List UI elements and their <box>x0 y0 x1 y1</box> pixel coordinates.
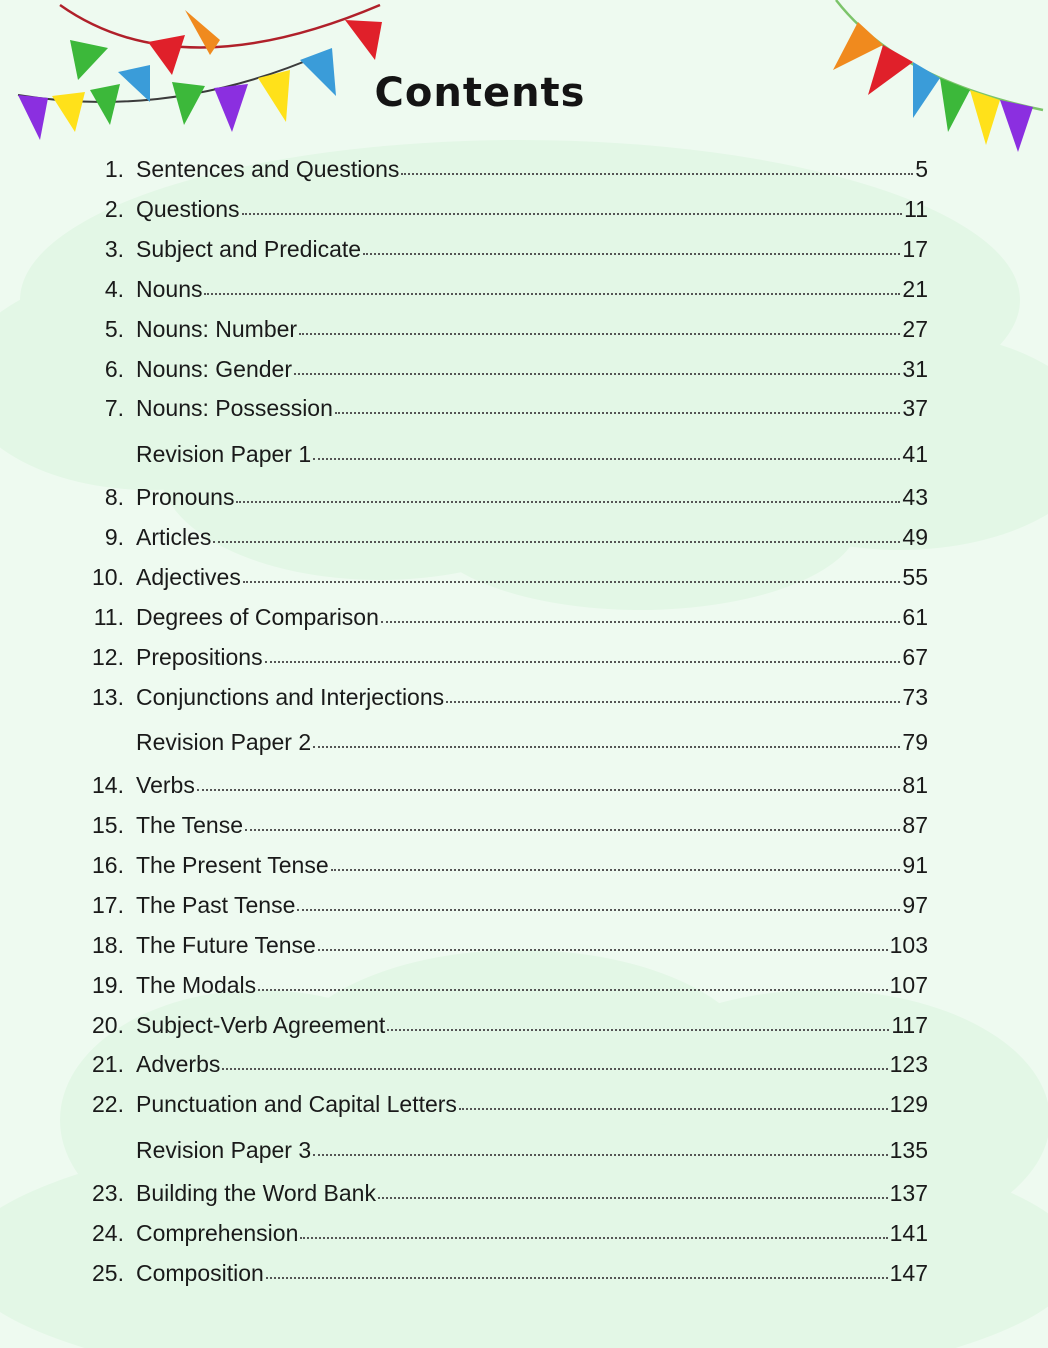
toc-entry-title: Nouns <box>136 275 203 302</box>
bunting-string-back <box>60 5 380 48</box>
toc-entry-page: 81 <box>902 772 928 799</box>
toc-entry-number: 9. <box>104 523 124 550</box>
toc-revision-entry[interactable] <box>80 726 928 758</box>
dot-leader <box>313 741 900 748</box>
toc-entry-title: The Present Tense <box>136 851 329 878</box>
toc-entry-title: Revision Paper 1 <box>136 440 312 467</box>
toc-entry-page: 21 <box>902 275 928 302</box>
toc-entry[interactable] <box>80 1217 928 1249</box>
toc-entry-page: 31 <box>902 355 928 382</box>
toc-entry-title: The Past Tense <box>136 891 296 918</box>
toc-entry-number: 16. <box>92 851 124 878</box>
toc-entry[interactable] <box>80 273 928 305</box>
dot-leader <box>297 904 900 911</box>
dot-leader <box>401 168 913 175</box>
toc-entry-page: 55 <box>902 563 928 590</box>
toc-entry-number: 24. <box>92 1219 124 1246</box>
toc-entry-page: 43 <box>902 484 928 510</box>
toc-entry-page: 91 <box>902 851 928 878</box>
dot-leader <box>213 536 900 543</box>
dot-leader <box>331 864 901 871</box>
dot-leader <box>381 616 901 623</box>
toc-entry-page: 123 <box>889 1051 928 1078</box>
toc-entry[interactable] <box>80 889 928 921</box>
toc-entry[interactable] <box>80 681 928 713</box>
toc-entry-page: 97 <box>902 891 928 918</box>
toc-entry[interactable] <box>80 153 928 185</box>
dot-leader <box>335 407 901 414</box>
toc-entry-number: 3. <box>104 235 124 262</box>
toc-entry[interactable] <box>80 849 928 881</box>
toc-entry[interactable] <box>80 1048 928 1080</box>
toc-entry[interactable] <box>80 929 928 961</box>
toc-entry-page: 27 <box>902 315 928 342</box>
toc-entry-number: 21. <box>92 1051 124 1078</box>
toc-entry-number: 25. <box>92 1259 124 1286</box>
dot-leader <box>245 824 900 831</box>
dot-leader <box>313 453 900 460</box>
toc-entry-number: 5. <box>104 315 124 342</box>
toc-entry[interactable] <box>80 601 928 633</box>
toc-entry-title: Questions <box>136 195 240 222</box>
toc-entry[interactable] <box>80 1088 928 1120</box>
toc-entry-title: Subject and Predicate <box>136 235 362 262</box>
toc-entry-page: 49 <box>902 523 928 550</box>
toc-entry-page: 37 <box>902 395 928 422</box>
toc-entry-page: 135 <box>889 1136 928 1163</box>
toc-entry-title: Nouns: Gender <box>136 355 292 382</box>
toc-entry-page: 103 <box>889 931 928 958</box>
toc-entry-page: 67 <box>902 643 928 670</box>
toc-entry-title: Composition <box>136 1259 264 1286</box>
toc-entry-page: 141 <box>889 1219 928 1246</box>
toc-entry-title: Revision Paper 2 <box>136 728 312 755</box>
dot-leader <box>378 1192 888 1199</box>
toc-entry-number: 12. <box>92 643 124 670</box>
toc-revision-entry[interactable] <box>80 438 928 470</box>
toc-entry-page: 107 <box>889 971 928 998</box>
toc-entry-number: 23. <box>92 1179 124 1206</box>
dot-leader <box>318 944 888 951</box>
toc-entry-title: The Modals <box>136 971 257 998</box>
toc-entry-title: Punctuation and Capital Letters <box>136 1091 457 1118</box>
flag-purple-r <box>1000 100 1033 152</box>
dot-leader <box>243 576 901 583</box>
toc-entry-title: The Future Tense <box>136 931 316 958</box>
toc-entry-title: Conjunctions and Interjections <box>136 683 445 710</box>
toc-entry-page: 73 <box>902 683 928 710</box>
toc-entry-title: Adjectives <box>136 563 241 590</box>
dot-leader <box>204 288 900 295</box>
toc-entry-title: Verbs <box>136 772 195 799</box>
toc-entry[interactable] <box>80 233 928 265</box>
toc-entry-number: 6. <box>104 355 124 382</box>
toc-entry-title: Articles <box>136 523 212 550</box>
toc-entry-number: 11. <box>93 603 124 630</box>
toc-entry-page: 11 <box>904 195 928 222</box>
toc-entry-page: 79 <box>902 728 928 755</box>
toc-entry-title: Prepositions <box>136 643 263 670</box>
toc-revision-entry[interactable] <box>80 1134 928 1166</box>
dot-leader <box>242 208 903 215</box>
toc-entry-title: Nouns: Possession <box>136 395 333 422</box>
toc-entry-title: Degrees of Comparison <box>136 603 379 630</box>
toc-entry-number: 18. <box>92 931 124 958</box>
toc-entry-title: Revision Paper 3 <box>136 1136 312 1163</box>
flag-orange-r <box>833 22 883 70</box>
dot-leader <box>299 328 900 335</box>
toc-entry-title: Nouns: Number <box>136 315 298 342</box>
toc-entry[interactable] <box>80 769 928 801</box>
toc-entry-number: 8. <box>104 484 124 510</box>
toc-entry-number: 22. <box>92 1091 124 1118</box>
dot-leader <box>300 1232 887 1239</box>
toc-entry[interactable] <box>80 809 928 841</box>
dot-leader <box>363 248 900 255</box>
toc-entry-number: 1. <box>104 156 124 182</box>
toc-entry-number: 19. <box>92 971 124 998</box>
flag-red-2 <box>345 20 382 60</box>
toc-entry-page: 17 <box>902 235 928 262</box>
dot-leader <box>197 784 901 791</box>
toc-entry[interactable] <box>80 392 928 424</box>
toc-entry-number: 10. <box>92 563 124 590</box>
dot-leader <box>222 1063 887 1070</box>
dot-leader <box>387 1024 889 1031</box>
toc-entry-number: 2. <box>104 195 124 222</box>
dot-leader <box>236 496 900 503</box>
toc-entry-title: Subject-Verb Agreement <box>136 1011 386 1038</box>
toc-entry-page: 117 <box>891 1011 928 1038</box>
dot-leader <box>265 656 901 663</box>
toc-entry-page: 61 <box>902 603 928 630</box>
toc-entry[interactable] <box>80 481 928 513</box>
toc-entry-title: Building the Word Bank <box>136 1179 376 1206</box>
toc-entry-title: Comprehension <box>136 1219 299 1246</box>
flag-red <box>148 35 185 75</box>
toc-entry[interactable] <box>80 641 928 673</box>
toc-entry-page: 147 <box>889 1259 928 1286</box>
toc-entry-number: 4. <box>104 275 124 302</box>
toc-entry-page: 87 <box>902 812 928 838</box>
toc-entry-title: Sentences and Questions <box>136 156 400 182</box>
toc-entry-title: Pronouns <box>136 484 235 510</box>
toc-entry-page: 137 <box>889 1179 928 1206</box>
toc-entry-number: 13. <box>92 683 124 710</box>
toc-entry[interactable] <box>80 561 928 593</box>
toc-entry[interactable] <box>80 353 928 385</box>
dot-leader <box>266 1272 888 1279</box>
page-title: Contents <box>374 70 586 116</box>
toc-entry-title: The Tense <box>136 812 243 838</box>
toc-entry[interactable] <box>80 313 928 345</box>
toc-entry[interactable] <box>80 1257 928 1289</box>
toc-entry-title: Adverbs <box>136 1051 221 1078</box>
toc-entry-page: 5 <box>915 156 928 182</box>
toc-entry-number: 15. <box>92 812 124 838</box>
dot-leader <box>446 696 900 703</box>
toc-entry-number: 20. <box>92 1011 124 1038</box>
toc-entry-page: 129 <box>889 1091 928 1118</box>
toc-entry-number: 17. <box>92 891 124 918</box>
toc-entry-number: 14. <box>92 772 124 799</box>
toc-entry-number: 7. <box>104 395 124 422</box>
toc-entry[interactable] <box>80 1177 928 1209</box>
toc-entry-page: 41 <box>902 440 928 467</box>
toc-entry[interactable] <box>80 193 928 225</box>
dot-leader <box>313 1149 887 1156</box>
dot-leader <box>258 984 887 991</box>
dot-leader <box>294 368 900 375</box>
toc-entry[interactable] <box>80 969 928 1001</box>
toc-entry[interactable] <box>80 1009 928 1041</box>
toc-entry[interactable] <box>80 521 928 553</box>
dot-leader <box>459 1103 888 1110</box>
